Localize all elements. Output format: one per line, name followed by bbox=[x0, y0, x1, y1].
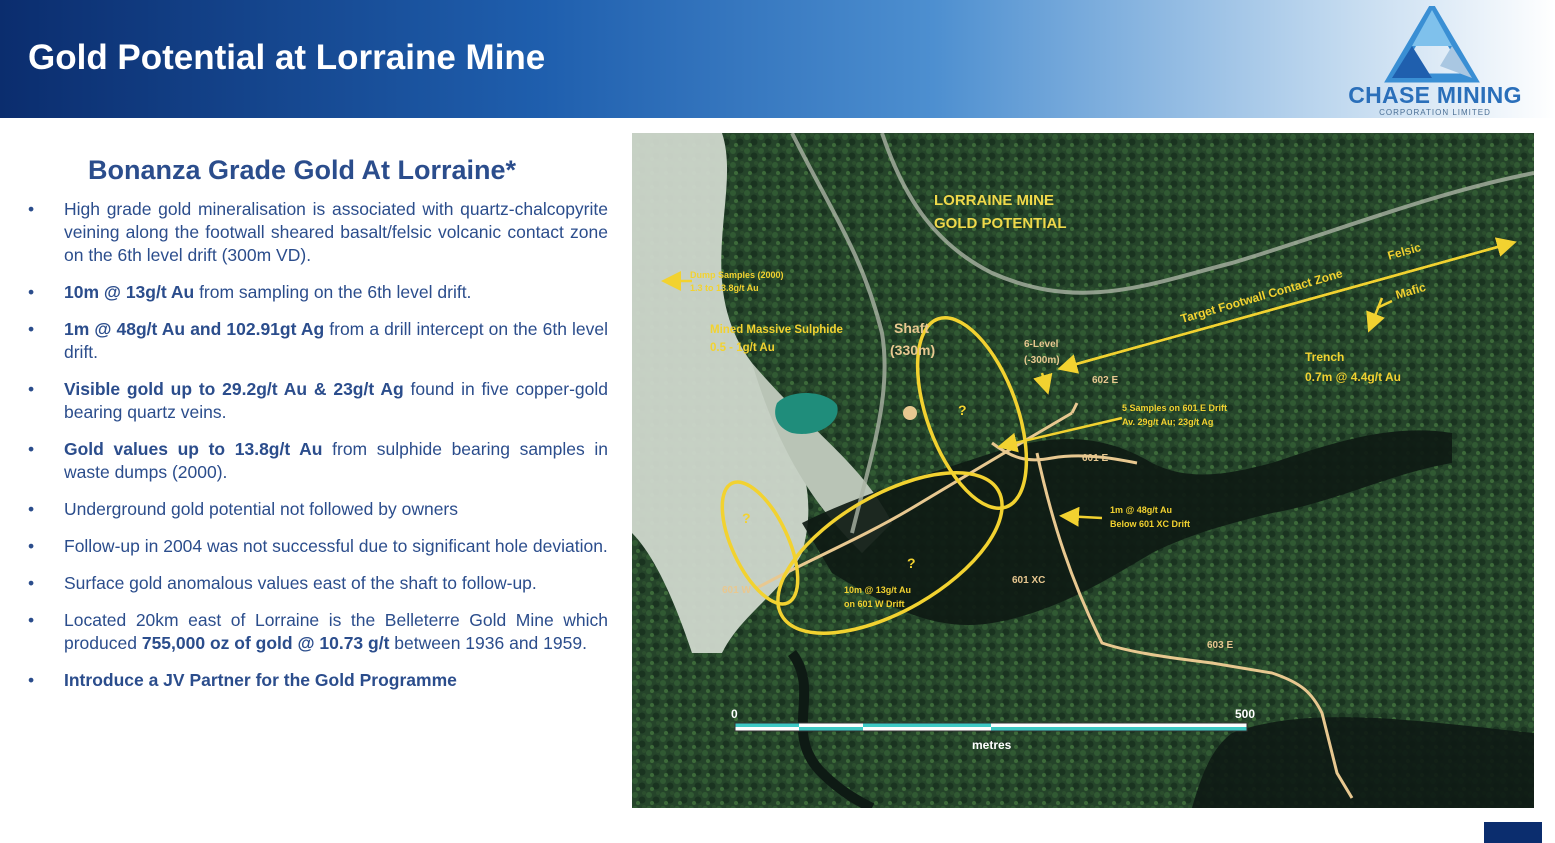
bullet-marker: • bbox=[28, 670, 35, 690]
shaft-label: Shaft bbox=[894, 320, 929, 336]
logo-name: CHASE MINING bbox=[1348, 82, 1522, 108]
mined-sulphide-label: Mined Massive Sulphide bbox=[710, 324, 843, 336]
slide-header bbox=[0, 0, 1555, 118]
slide-title: Gold Potential at Lorraine Mine bbox=[28, 38, 546, 77]
trench-label: 0.7m @ 4.4g/t Au bbox=[1305, 370, 1401, 384]
trench-label: Trench bbox=[1305, 350, 1345, 364]
bullet-item: • High grade gold mineralisation is associated with quartz-chalcopyrite veining along the footwall sheared basalt/felsic volcanic contact zone on the 6th level drift (300m VD). bbox=[28, 199, 608, 265]
bullet-item: • Underground gold potential not followed by owners bbox=[28, 499, 459, 519]
bullet-marker: • bbox=[28, 439, 35, 459]
question-mark: ? bbox=[907, 555, 916, 571]
target-zone-label: Target Footwall Contact Zone bbox=[1178, 266, 1345, 326]
scale-bar bbox=[735, 723, 1247, 731]
intercept-label: Below 601 XC Drift bbox=[1110, 519, 1191, 529]
map-title: GOLD POTENTIAL bbox=[934, 215, 1067, 232]
bullet-marker: • bbox=[28, 536, 35, 556]
aerial-map bbox=[632, 133, 1534, 808]
bullet-item: • 1m @ 48g/t Au and 102.91gt Ag from a drill intercept on the 6th level drift. bbox=[28, 319, 608, 362]
scale-end-label: 500 bbox=[1235, 707, 1256, 721]
dump-samples-label: 1.3 to 13.8g/t Au bbox=[690, 283, 759, 293]
bullet-marker: • bbox=[28, 499, 35, 519]
drift-label-603e: 603 E bbox=[1207, 640, 1234, 651]
logo-subtitle: CORPORATION LIMITED bbox=[1379, 108, 1491, 117]
level-label: (-300m) bbox=[1024, 355, 1060, 366]
question-mark: ? bbox=[958, 402, 967, 418]
intercept-label: 1m @ 48g/t Au bbox=[1110, 505, 1172, 515]
bullet-marker: • bbox=[28, 319, 35, 339]
question-mark: ? bbox=[742, 510, 751, 526]
scale-unit-label: metres bbox=[972, 738, 1012, 752]
page-number-tab bbox=[1484, 822, 1542, 843]
drift-label-602e: 602 E bbox=[1092, 375, 1119, 386]
shaft-marker bbox=[903, 406, 917, 420]
shaft-label: (330m) bbox=[890, 342, 936, 358]
map-canvas bbox=[632, 133, 1534, 808]
content-panel bbox=[28, 155, 608, 706]
bullet-list bbox=[28, 198, 608, 692]
level-label: 6-Level bbox=[1024, 339, 1059, 350]
sample-w-label: 10m @ 13g/t Au bbox=[844, 585, 911, 595]
mined-sulphide-label: 0.5 - 1g/t Au bbox=[710, 342, 775, 354]
drift-label-601e: 601 E bbox=[1082, 453, 1109, 464]
bullet-marker: • bbox=[28, 610, 35, 630]
samples-label: Av. 29g/t Au; 23g/t Ag bbox=[1122, 417, 1214, 427]
chase-mining-logo bbox=[1340, 6, 1540, 118]
felsic-label: Felsic bbox=[1385, 240, 1423, 263]
bullet-marker: • bbox=[28, 282, 35, 302]
bullet-marker: • bbox=[28, 199, 35, 219]
bullet-item: • Gold values up to 13.8g/t Au from sulphide bearing samples in waste dumps (2000). bbox=[28, 439, 608, 482]
bullet-marker: • bbox=[28, 379, 35, 399]
bullet-item: • 10m @ 13g/t Au from sampling on the 6th level drift. bbox=[28, 282, 472, 302]
bullet-item: • Surface gold anomalous values east of the shaft to follow-up. bbox=[28, 573, 537, 593]
map-title: LORRAINE MINE bbox=[934, 192, 1054, 209]
bullet-item: • Located 20km east of Lorraine is the Belleterre Gold Mine which produced 755,000 oz of gold @ 10.73 g/t between 1936 and 1959. bbox=[28, 610, 608, 653]
sample-w-label: on 601 W Drift bbox=[844, 599, 905, 609]
mafic-label: Mafic bbox=[1393, 279, 1428, 302]
section-heading: Bonanza Grade Gold At Lorraine* bbox=[88, 155, 517, 185]
bullet-item: • Visible gold up to 29.2g/t Au & 23g/t Ag found in five copper-gold bearing quartz veins. bbox=[28, 379, 608, 422]
triangle-logo-icon bbox=[1340, 6, 1530, 86]
dump-samples-label: Dump Samples (2000) bbox=[690, 270, 784, 280]
drift-label-601xc: 601 XC bbox=[1012, 575, 1046, 586]
bullet-item: • Introduce a JV Partner for the Gold Programme bbox=[28, 670, 457, 690]
drift-label-601w: 601 W bbox=[722, 585, 751, 596]
bullet-item: • Follow-up in 2004 was not successful due to significant hole deviation. bbox=[28, 536, 608, 556]
scale-start-label: 0 bbox=[731, 707, 738, 721]
samples-label: 5 Samples on 601 E Drift bbox=[1122, 403, 1228, 413]
bullet-marker: • bbox=[28, 573, 35, 593]
